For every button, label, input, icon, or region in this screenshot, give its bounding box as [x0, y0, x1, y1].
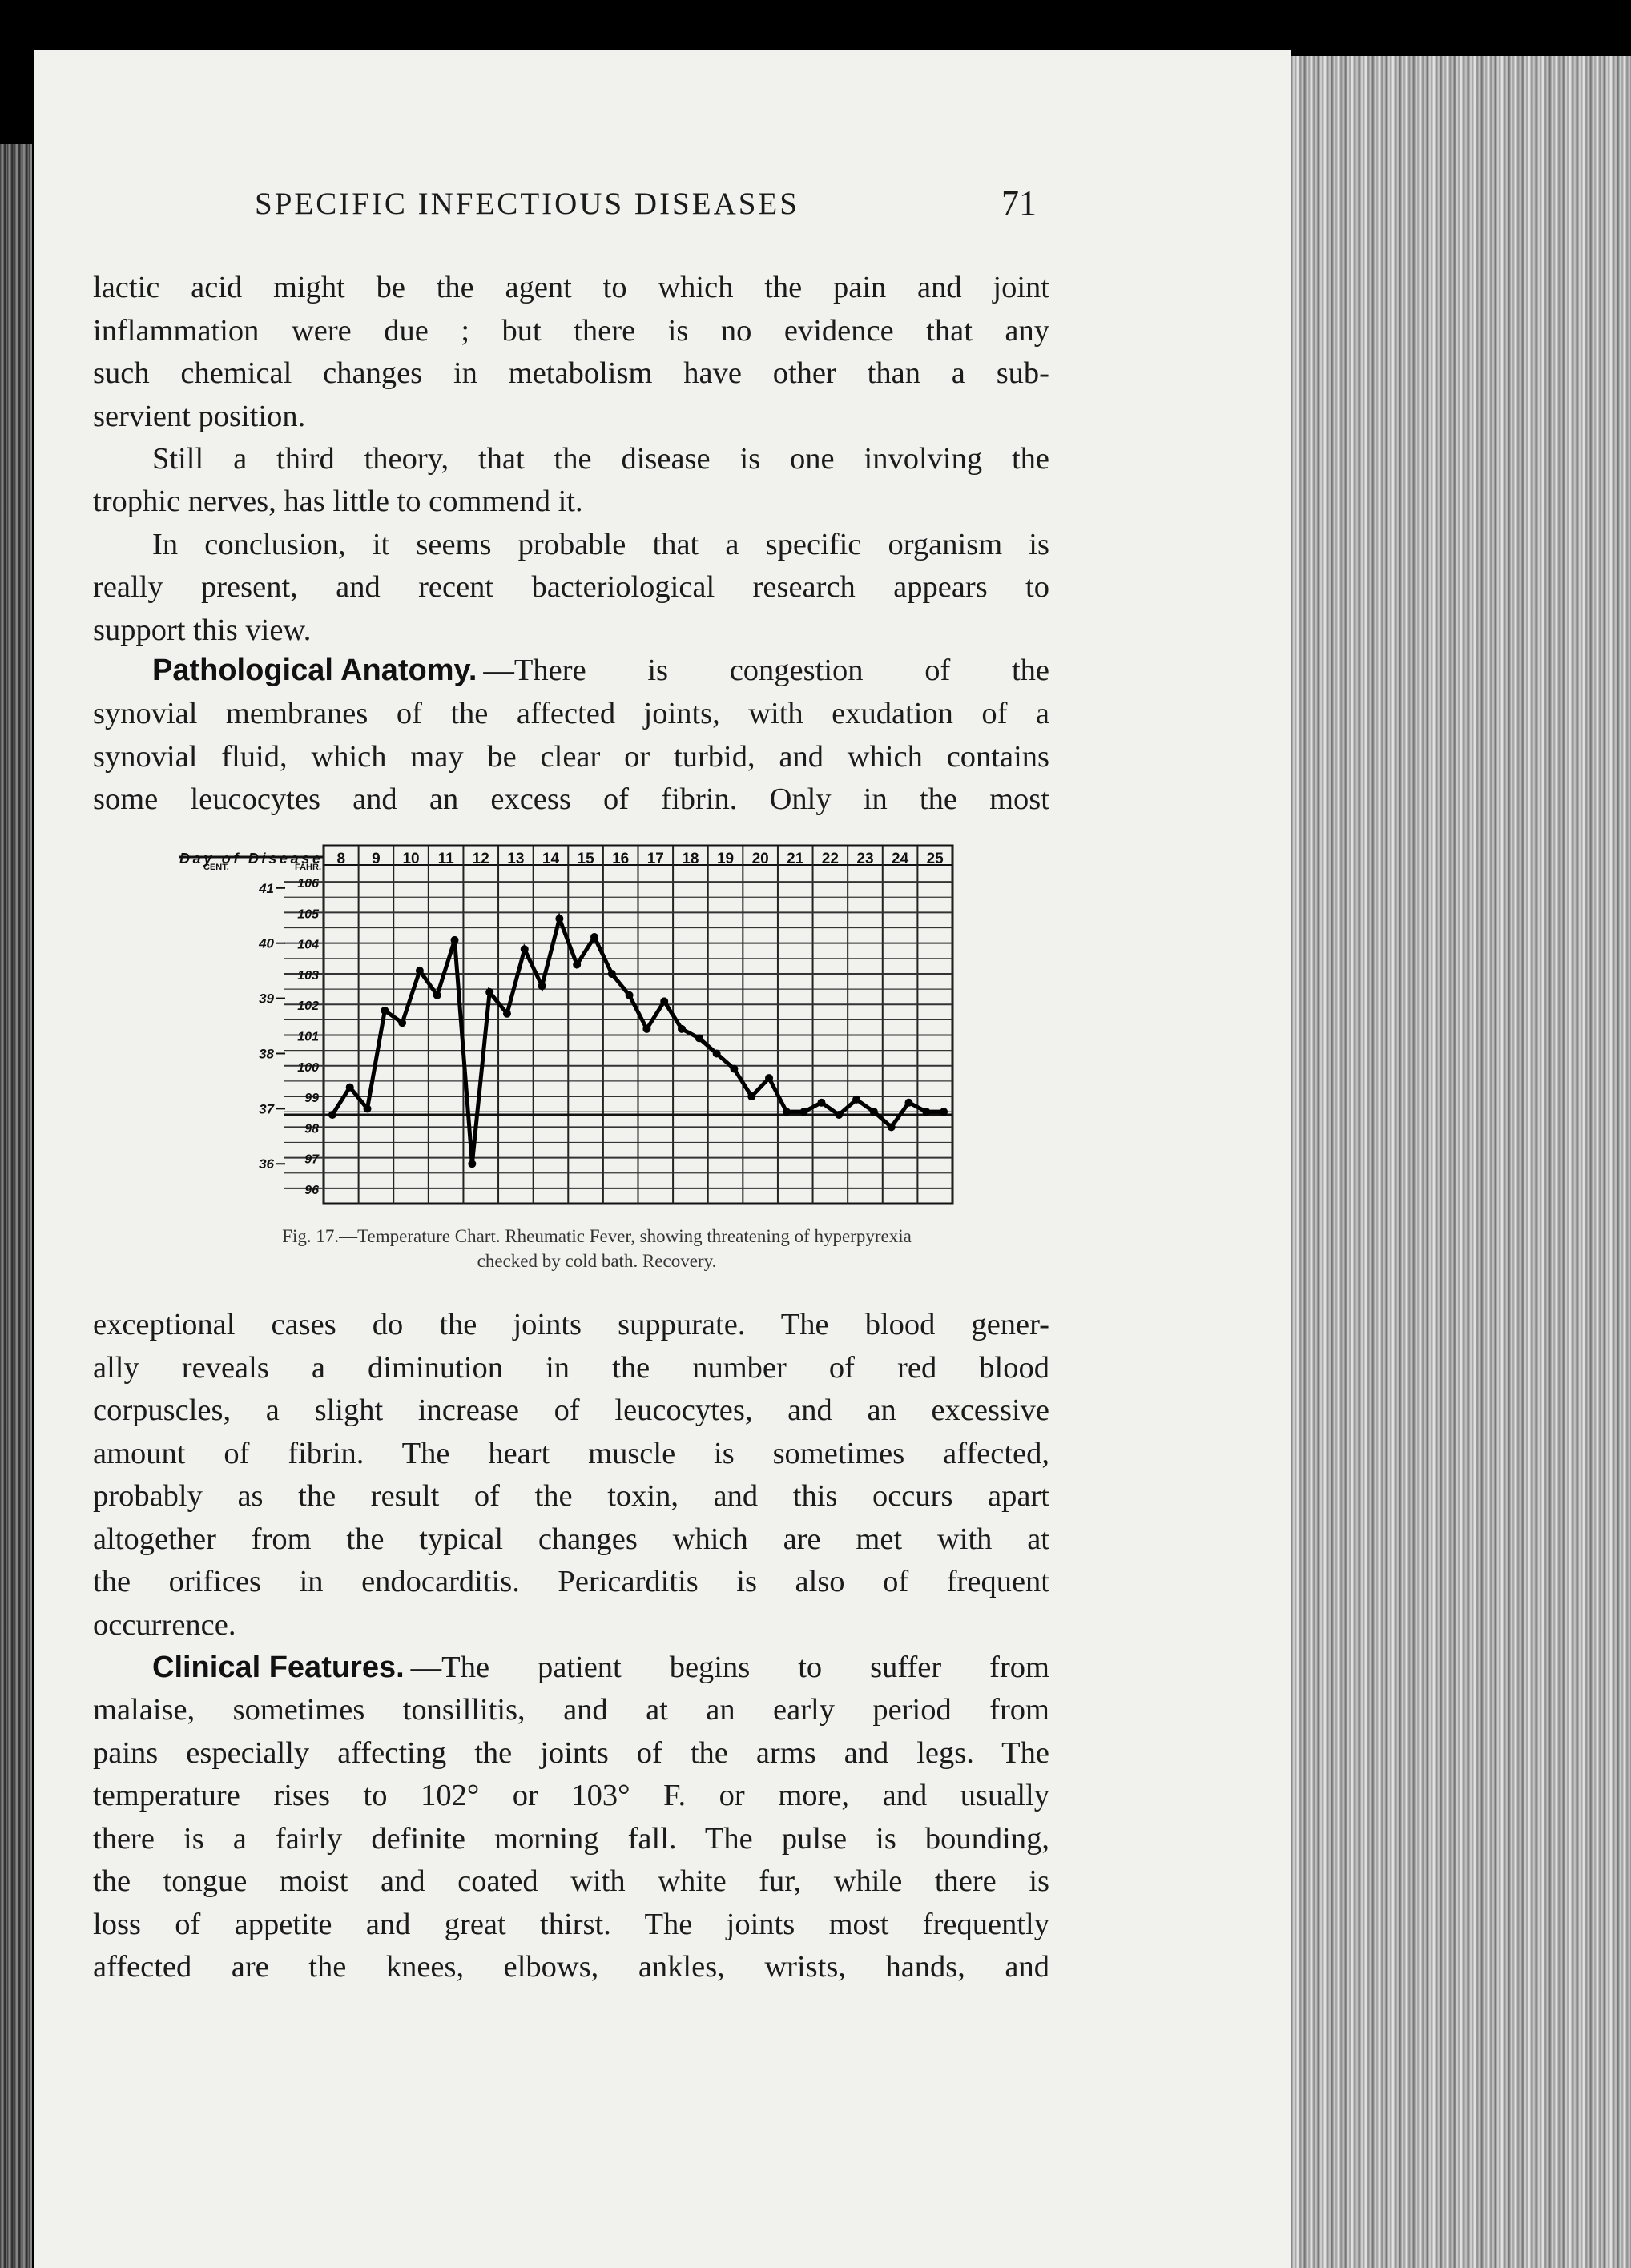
temperature-point [468, 1160, 476, 1168]
temperature-point [503, 1010, 511, 1018]
day-tick-label: 23 [856, 850, 874, 867]
day-tick-label: 25 [926, 850, 944, 867]
temperature-point [485, 988, 493, 996]
temperature-point [835, 1111, 843, 1119]
caption-line: checked by cold bath. Recovery. [477, 1251, 717, 1271]
paragraph-2 [152, 438, 1049, 481]
paragraph-4 [93, 1304, 1049, 1647]
text-line: amount of fibrin. The heart muscle is sometimes affected, [93, 1436, 1049, 1470]
day-tick-label: 21 [787, 850, 804, 867]
text-line: occurrence. [93, 1607, 236, 1642]
day-tick-label: 9 [372, 850, 381, 867]
fahrenheit-tick-label: 101 [297, 1030, 319, 1044]
book-page-edges [1291, 56, 1631, 2268]
clinical-first-line [152, 1647, 1049, 1690]
temperature-point [521, 945, 529, 953]
centigrade-tick-label: 39 [259, 991, 274, 1007]
scan-left-edge [0, 144, 32, 2268]
section-heading-pathology: Pathological Anatomy. [152, 653, 477, 687]
text-line: pains especially affecting the joints of the arms and legs. The [93, 1735, 1049, 1770]
day-tick-label: 12 [472, 850, 489, 867]
fahrenheit-tick-label: 103 [297, 968, 319, 983]
page-number: 71 [1001, 183, 1037, 223]
day-tick-label: 14 [542, 850, 560, 867]
fahrenheit-tick-label: 98 [304, 1122, 319, 1136]
text-line: such chemical changes in metabolism have other than a sub- [93, 356, 1049, 390]
text-line: servient position. [93, 399, 306, 433]
temperature-point [451, 936, 459, 944]
centigrade-tick-label: 36 [259, 1156, 274, 1172]
caption-line: Fig. 17.—Temperature Chart. Rheumatic Fever, showing threatening of hyperpyrexia [282, 1226, 912, 1246]
text-line: Still a third theory, that the disease is one involving the [152, 442, 1049, 476]
day-tick-label: 10 [402, 850, 420, 867]
fahrenheit-tick-label: 97 [304, 1152, 319, 1167]
temperature-point [783, 1108, 791, 1116]
fahrenheit-tick-label: 100 [297, 1060, 319, 1075]
day-tick-label: 15 [577, 850, 594, 867]
centigrade-tick-label: 38 [259, 1046, 274, 1062]
temperature-point [626, 991, 634, 999]
centigrade-tick-label: 41 [259, 880, 274, 896]
day-tick-label: 13 [507, 850, 525, 867]
text-line: —There is congestion of the [483, 653, 1049, 687]
temperature-point [800, 1108, 808, 1116]
fahrenheit-tick-label: 105 [297, 907, 319, 922]
text-line: affected are the knees, elbows, ankles, wrists, hands, and [93, 1950, 1049, 1984]
centigrade-tick-label: 40 [259, 935, 274, 951]
temperature-point [852, 1096, 860, 1104]
temperature-point [660, 997, 668, 1005]
temperature-point [713, 1049, 721, 1057]
section-heading-clinical: Clinical Features. [152, 1651, 405, 1684]
fahrenheit-tick-label: 99 [304, 1092, 319, 1106]
figure-caption [144, 1224, 1049, 1273]
text-line: loss of appetite and great thirst. The joints most frequently [93, 1907, 1049, 1941]
fahrenheit-tick-label: 106 [297, 877, 319, 891]
temperature-point [398, 1019, 406, 1027]
day-tick-label: 24 [892, 850, 909, 867]
text-line: inflammation were due ; but there is no evidence that any [93, 313, 1049, 348]
temperature-chart [179, 838, 965, 1214]
text-line: altogether from the typical changes which are met with at [93, 1522, 1049, 1556]
temperature-point [364, 1104, 372, 1112]
temperature-point [678, 1025, 686, 1033]
paragraph-3-cont [93, 566, 1049, 652]
fahrenheit-tick-label: 102 [297, 999, 319, 1014]
fahrenheit-axis-label: FAHR. [295, 863, 321, 872]
temperature-point [416, 967, 424, 975]
text-line: trophic nerves, has little to commend it. [93, 485, 583, 518]
temperature-point [433, 991, 441, 999]
text-line: corpuscles, a slight increase of leucocytes, and an excessive [93, 1393, 1049, 1427]
temperature-point [940, 1108, 948, 1116]
text-line: there is a fairly definite morning fall. The pulse is bounding, [93, 1821, 1049, 1856]
text-line: malaise, sometimes tonsillitis, and at an early period from [93, 1693, 1049, 1727]
day-tick-label: 20 [751, 850, 769, 867]
paragraph-3 [152, 524, 1049, 567]
running-head: SPECIFIC INFECTIOUS DISEASES [255, 187, 799, 221]
fahrenheit-tick-label: 104 [297, 938, 319, 952]
day-tick-label: 8 [336, 850, 346, 867]
temperature-point [608, 970, 616, 978]
x-axis-label: Day of Disease [179, 850, 320, 867]
temperature-point [730, 1065, 738, 1073]
day-tick-label: 17 [646, 850, 664, 867]
day-tick-label: 19 [716, 850, 735, 867]
text-line: synovial membranes of the affected joints, with exudation of a [93, 697, 1049, 730]
clinical-paragraph [93, 1689, 1049, 1989]
temperature-point [747, 1092, 755, 1100]
text-line: temperature rises to 102° or 103° F. or more, and usually [93, 1779, 1049, 1812]
temperature-point [328, 1111, 336, 1119]
paragraph-1 [93, 267, 1049, 438]
temperature-point [590, 933, 598, 941]
text-line: the orifices in endocarditis. Pericarditis is also of frequent [93, 1565, 1049, 1598]
paragraph-2-cont [93, 481, 1049, 524]
temperature-point [538, 982, 546, 990]
text-line: the tongue moist and coated with white fur, while there is [93, 1864, 1049, 1898]
centigrade-tick-label: 37 [259, 1101, 274, 1117]
temperature-point [346, 1084, 354, 1092]
text-line: exceptional cases do the joints suppurate. The blood gener- [93, 1308, 1049, 1341]
temperature-point [642, 1025, 650, 1033]
temperature-point [904, 1099, 912, 1107]
fahrenheit-tick-label: 96 [304, 1183, 319, 1197]
text-line: some leucocytes and an excess of fibrin. Only in the most [93, 782, 1049, 816]
day-tick-label: 18 [682, 850, 699, 867]
day-tick-label: 22 [821, 850, 839, 867]
temperature-point [765, 1074, 773, 1082]
text-line: really present, and recent bacteriological research appears to [93, 570, 1049, 604]
text-line: In conclusion, it seems probable that a specific organism is [152, 528, 1049, 561]
text-line: probably as the result of the toxin, and this occurs apart [93, 1479, 1049, 1513]
text-line: lactic acid might be the agent to which the pain and joint [93, 271, 1049, 304]
text-line: —The patient begins to suffer from [410, 1651, 1049, 1684]
temperature-point [573, 960, 581, 968]
pathology-first-line [152, 649, 1049, 693]
text-line: ally reveals a diminution in the number of red blood [93, 1350, 1049, 1385]
text-line: synovial fluid, which may be clear or turbid, and which contains [93, 739, 1049, 774]
temperature-point [381, 1007, 389, 1015]
text-line: support this view. [93, 613, 312, 647]
temperature-point [555, 915, 563, 923]
day-tick-label: 16 [612, 850, 630, 867]
temperature-point [888, 1123, 896, 1131]
chart-axis-labels [179, 850, 944, 1197]
chart-grid [179, 846, 952, 1204]
temperature-point [695, 1034, 703, 1042]
centigrade-axis-label: CENT. [203, 863, 229, 872]
temperature-point [870, 1108, 878, 1116]
temperature-point [922, 1108, 930, 1116]
temperature-point [817, 1099, 825, 1107]
pathology-paragraph [93, 693, 1049, 822]
day-tick-label: 11 [437, 850, 454, 867]
